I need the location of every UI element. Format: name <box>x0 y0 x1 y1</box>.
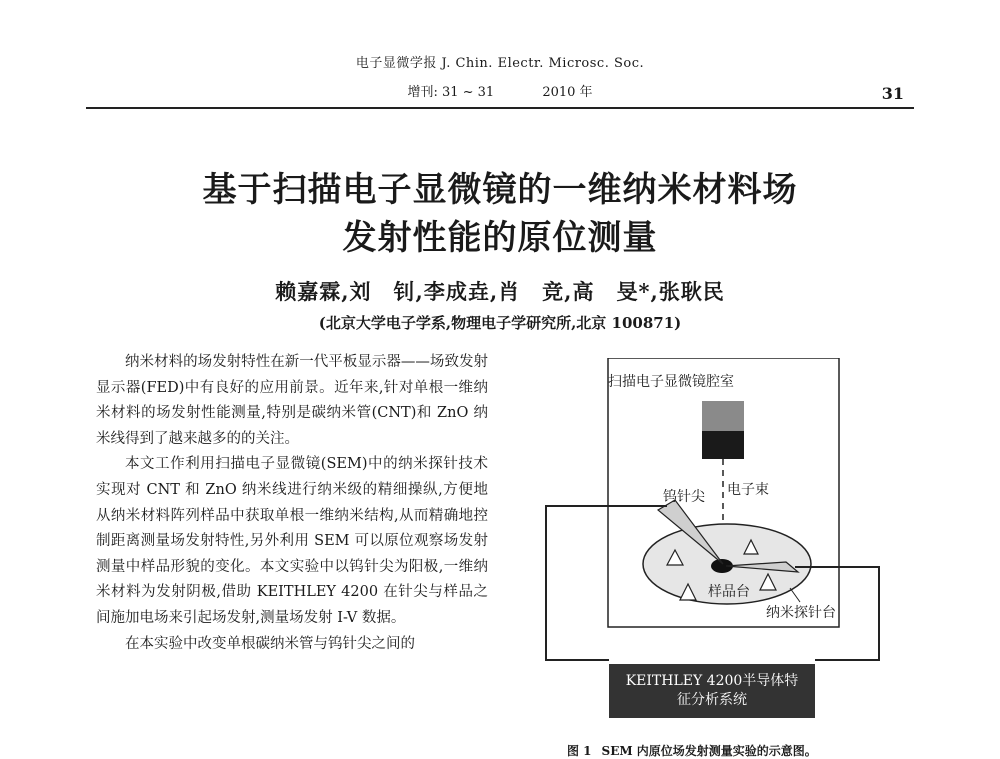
affiliation: (北京大学电子学系,物理电子学研究所,北京 100871) <box>318 314 682 332</box>
keithley-line-2: 征分析系统 <box>677 692 747 708</box>
issue-year: 2010 年 <box>542 85 593 100</box>
header-rule <box>86 107 914 109</box>
paragraph-2: 本文工作利用扫描电子显微镜(SEM)中的纳米探针技术实现对 CNT 和 ZnO 纳米线进行纳米级的精细操纵,方便地从纳米材料阵列样品中获取单根一维纳米结构,从而精确地控制距离测量场发射特性,另外利用 SEM 可以原位观察场发射测量中样品形貌的变化。本文实验中以钨针尖为阳极,一维纳米材料为发射阴极,借助 KEITHLEY 4200 在针尖与样品之间施加电场来引起场发射,测量场发射 I-V 数据。 <box>96 456 488 626</box>
electron-gun-upper <box>702 401 744 431</box>
nanoprobe-leader <box>790 588 800 602</box>
figure-1 <box>540 358 916 738</box>
page-number: 31 <box>881 84 904 103</box>
issue-info: 增刊: 31 ~ 31 <box>407 85 495 100</box>
authors: 赖嘉霖,刘 钊,李成垚,肖 竞,高 旻*,张耿民 <box>275 279 725 304</box>
issue-line <box>0 81 1000 100</box>
tungsten-tip-label: 钨针尖 <box>663 489 705 505</box>
paragraph-3: 在本实验中改变单根碳纳米管与钨针尖之间的 <box>125 635 415 652</box>
electron-beam-label: 电子束 <box>727 482 769 498</box>
title-line-2: 发射性能的原位测量 <box>342 218 658 258</box>
wire-left <box>546 506 667 660</box>
nanoprobe-stage-label: 纳米探针台 <box>766 605 836 621</box>
caption-text: SEM 内原位场发射测量实验的示意图。 <box>601 744 817 758</box>
chamber-label: 扫描电子显微镜腔室 <box>608 374 734 390</box>
keithley-line-1: KEITHLEY 4200半导体特 <box>625 673 799 689</box>
title-line-1: 基于扫描电子显微镜的一维纳米材料场 <box>202 170 798 210</box>
sample-stage-label: 样品台 <box>708 584 750 600</box>
caption-number: 图 1 <box>567 744 592 758</box>
electron-gun-lower <box>702 431 744 459</box>
keithley-box <box>609 664 815 718</box>
body-text <box>96 350 488 657</box>
paragraph-1: 纳米材料的场发射特性在新一代平板显示器——场致发射显示器(FED)中有良好的应用前景。近年来,针对单根一维纳米材料的场发射性能测量,特别是碳纳米管(CNT)和 ZnO 纳米线得到了越来越多的的关注。 <box>96 354 488 447</box>
journal-header: 电子显微学报 J. Chin. Electr. Microsc. Soc. <box>355 56 645 71</box>
figure-caption <box>567 742 827 759</box>
